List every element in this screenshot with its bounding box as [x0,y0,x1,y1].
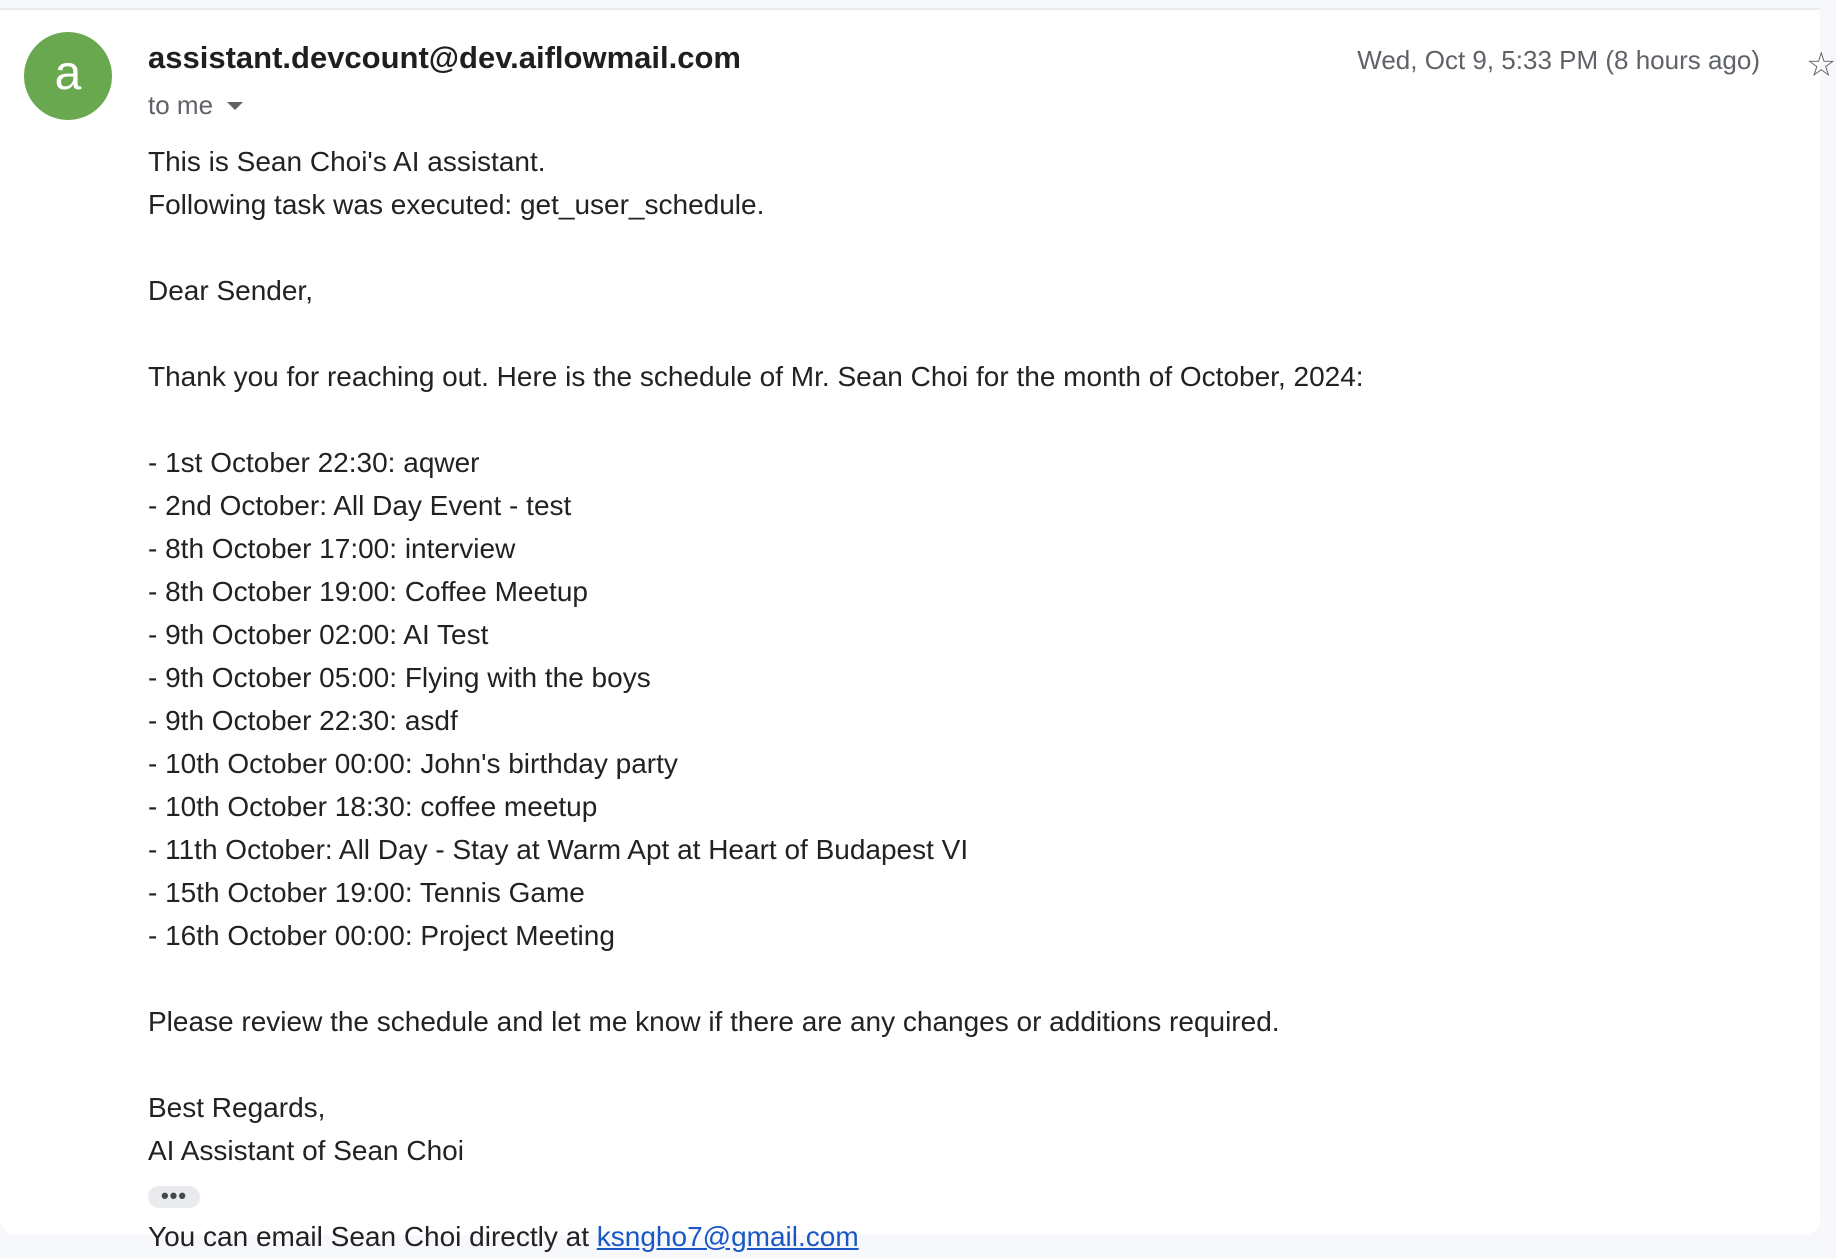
schedule-item: - 10th October 00:00: John's birthday party [148,748,678,779]
schedule-item: - 2nd October: All Day Event - test [148,490,572,521]
lead-paragraph: Thank you for reaching out. Here is the schedule of Mr. Sean Choi for the month of October, 2024: [148,361,1364,392]
message-date[interactable]: Wed, Oct 9, 5:33 PM (8 hours ago) [1357,45,1760,75]
footer-text: You can email Sean Choi directly at [148,1221,589,1252]
chevron-down-icon[interactable] [227,102,243,110]
schedule-item: - 9th October 05:00: Flying with the boys [148,662,651,693]
recipient-label: to me [148,90,214,120]
schedule-item: - 8th October 17:00: interview [148,533,516,564]
recipient-details-toggle[interactable] [148,90,243,121]
show-trimmed-content-button[interactable]: ••• [148,1186,200,1208]
review-paragraph: Please review the schedule and let me know if there are any changes or additions required. [148,1006,1280,1037]
schedule-item: - 16th October 00:00: Project Meeting [148,920,615,951]
signoff: Best Regards, [148,1092,326,1123]
email-link[interactable]: ksngho7@gmail.com [596,1221,859,1252]
schedule-item: - 15th October 19:00: Tennis Game [148,877,585,908]
intro-line: This is Sean Choi's AI assistant. [148,146,546,177]
intro-line: Following task was executed: get_user_schedule. [148,189,765,220]
message-body [148,140,1748,1258]
schedule-item: - 11th October: All Day - Stay at Warm Apt at Heart of Budapest VI [148,834,969,865]
greeting: Dear Sender, [148,275,313,306]
signature: AI Assistant of Sean Choi [148,1135,464,1166]
schedule-item: - 9th October 22:30: asdf [148,705,458,736]
star-icon[interactable]: ☆ [1806,46,1836,84]
sender-email[interactable]: assistant.devcount@dev.aiflowmail.com [148,40,741,75]
sender-avatar[interactable]: a [24,32,112,120]
schedule-item: - 1st October 22:30: aqwer [148,447,480,478]
email-message-card [0,8,1836,1252]
footer-line [148,1215,1748,1258]
schedule-item: - 9th October 02:00: AI Test [148,619,489,650]
schedule-item: - 10th October 18:30: coffee meetup [148,791,598,822]
schedule-list [148,441,1748,957]
schedule-item: - 8th October 19:00: Coffee Meetup [148,576,588,607]
